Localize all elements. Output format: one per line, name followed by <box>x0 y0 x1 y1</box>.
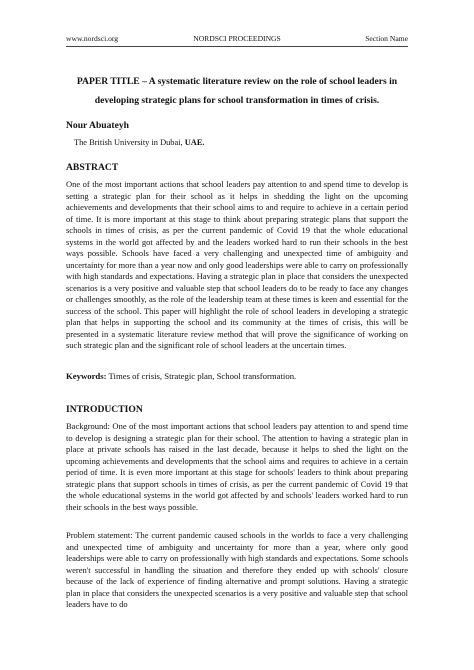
header-proceedings: NORDSCI PROCEEDINGS <box>193 34 281 43</box>
author-affiliation <box>74 138 205 147</box>
keywords-label: Keywords: <box>66 371 107 381</box>
affiliation-country: UAE. <box>184 138 205 147</box>
header-rule <box>66 46 408 47</box>
abstract-body: One of the most important actions that school leaders pay attention to and spend time to develop is setting a strategic plan for their school as it helps in shedding the light on the upcoming achievements and developments that their school aims to and require to achieve in a certain period of time. It is more important at this stage to think about preparing strategic plans that support the schools in times of crisis, as per the current pandemic of Covid 19 that the whole educational systems in the world got affected by and the leaders worked hard to run their schools in the best ways possible. Schools have faced a very challenging and unexpected time of ambiguity and uncertainty for more than a year now and only good leaderships were able to carry on professionally with high standards and expectations. Having a strategic plan in place that considers the unexpected scenarios is a very positive and valuable step that school leaders do to be ready to face any changes or challenges smoothly, as the role of the leadership team at these times is keen and essential for the success of the school. This paper will highlight the role of school leaders in developing a strategic plan that helps in supporting the school and its community at the times of crisis, this will be presented in a systematic literature review method that will prove the significance of working on such strategic plan and the significant role of school leaders at the uncertain times. <box>66 179 408 350</box>
introduction-heading: INTRODUCTION <box>66 404 143 415</box>
paper-title: PAPER TITLE – A systematic literature review on the role of school leaders in developing strategic plans for school transformation in times of crisis. <box>76 76 398 106</box>
introduction-background-paragraph: Background: One of the most important actions that school leaders pay attention to and spend time to develop is designing a strategic plan for their school. The attention to having a strategic plan in place at private schools has raised in the last decade, because it helps to shed the light on the upcoming achievements and developments that the school aims and requires to achieve in a certain period of time. It is even more important at this stage for schools' leaders to think about preparing strategic plans that support schools in times of crisis, as per the current pandemic of Covid 19 that the whole educational systems in the world got affected by and schools' leaders worked hard to run their schools in the best ways possible. <box>66 421 408 512</box>
header-website: www.nordsci.org <box>66 34 119 43</box>
introduction-problem-statement-paragraph: Problem statement: The current pandemic caused schools in the worlds to face a very challenging and unexpected time of ambiguity and uncertainty for more than a year, where only good leaderships were able to carry on professionally with high standards and expectations. Some schools weren't successful in handling the situation and therefore they ended up with schools' closure because of the lack of experience of finding alternative and prompt solutions. Having a strategic plan in place that considers the unexpected scenarios is a very positive and valuable step that school leaders have to do <box>66 530 408 609</box>
header-section-name: Section Name <box>365 34 408 43</box>
abstract-heading: ABSTRACT <box>66 162 119 173</box>
keywords-text: Times of crisis, Strategic plan, School transformation. <box>106 371 297 381</box>
keywords <box>66 371 296 381</box>
running-header <box>66 34 408 46</box>
affiliation-institution: The British University in Dubai, <box>74 138 185 147</box>
author-name: Nour Abuateyh <box>66 120 129 131</box>
